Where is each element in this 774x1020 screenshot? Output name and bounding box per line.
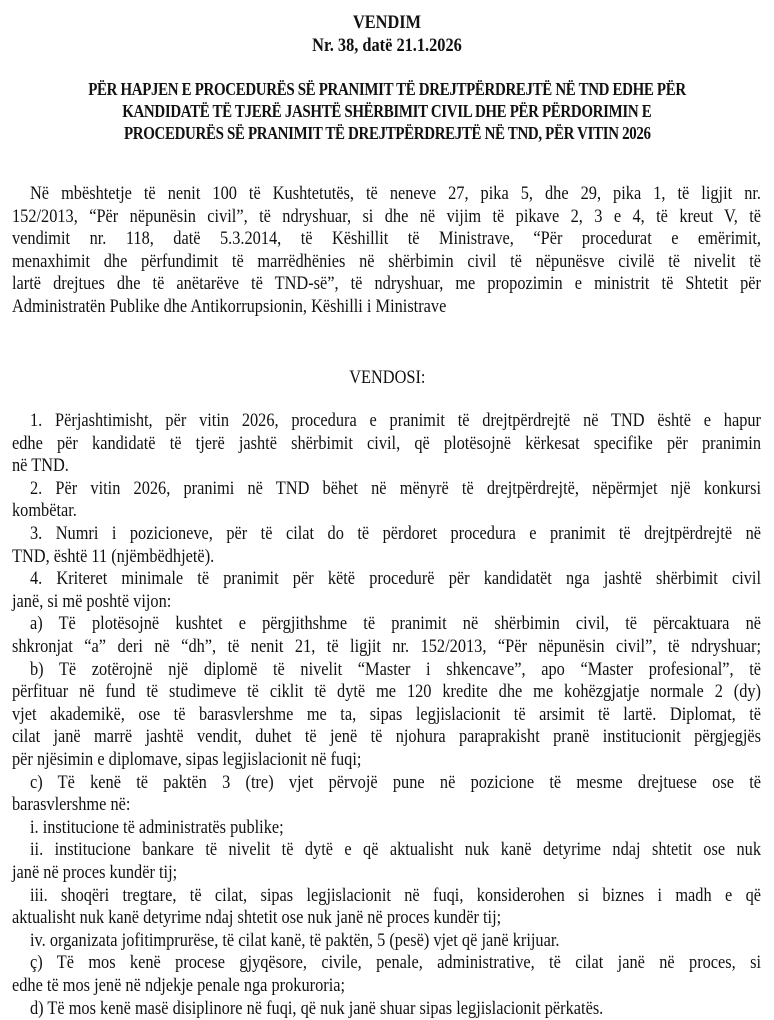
decision-line: 3. Numri i pozicioneve, për të cilat do të përdoret procedura e pranimit të drejtpërdrejtë në (30, 523, 761, 544)
preamble-line: lartë drejtues dhe të anëtarëve të TND-së”, të ndryshuar, me propozimin e ministrit të Shtetit për (12, 273, 761, 295)
preamble-line: vendimit nr. 118, datë 5.3.2014, të Këshillit të Ministrave, “Për procedurat e emërimit, (12, 228, 762, 250)
decision-line: kombëtar. (12, 500, 77, 522)
preamble-line: menaxhimit dhe përfundimit të marrëdhënies në shërbimin civil të nëpunësve civilë të nivelit të (12, 250, 761, 272)
decision-line: cilat janë marrë jashtë vendit, duhet të jenë të njohura paraprakisht pranë institucionit përgjegjës (12, 726, 762, 748)
decision-line: ii. institucione bankare të nivelit të dytë e që aktualisht nuk kanë detyrime ndaj shtetit ose nuk (30, 839, 761, 861)
preamble-line: Administratën Publike dhe Antikorrupsionin, Këshilli i Ministrave (12, 296, 447, 317)
decision-line: janë, si më poshtë vijon: (12, 590, 172, 612)
decision-line: a) Të plotësojnë kushtet e përgjithshme të pranimit në shërbimin civil, të përcaktuara në (30, 613, 761, 635)
decision-line: TND, është 11 (njëmbëdhjetë). (12, 545, 215, 567)
decision-line: 1. Përjashtimisht, për vitin 2026, procedura e pranimit të drejtpërdrejtë në TND është e hapur (30, 410, 761, 431)
decision-line: aktualisht nuk kanë detyrime ndaj shtetit ose nuk janë në proces kundër tij; (12, 907, 502, 929)
decision-points (12, 410, 761, 1020)
subject-line-2: KANDIDATË TË TJERË JASHTË SHËRBIMIT CIVIL DHE PËR PËRDORIMIN E (122, 101, 652, 121)
document-heading: VENDIM (352, 12, 422, 33)
decision-line: vjet akademikë, ose të barasvlershme me ta, sipas legjislacionit të arsimit të lartë. Diplomat, të (12, 703, 762, 725)
decision-line: 2. Për vitin 2026, pranimi në TND bëhet në mënyrë të drejtpërdrejtë, nëpërmjet një konkursi (30, 477, 761, 499)
decision-line: përfituar në fund të studimeve të ciklit të dytë me 120 kredite dhe me kohëzgjatje normale 2 (dy) (12, 681, 761, 703)
decision-line: edhe për kandidatë të tjerë jashtë shërbimit civil, që plotësojnë kërkesat specifike për pranimin (12, 432, 761, 454)
decision-line: c) Të kenë të paktën 3 (tre) vjet përvojë pune në pozicione të mesme drejtuese ose të (30, 771, 761, 793)
decision-line: i. institucione të administratës publike; (30, 816, 284, 838)
preamble-line: Në mbështetje të nenit 100 të Kushtetutës, të neneve 27, pika 5, dhe 29, pika 1, të ligjit nr. (30, 183, 761, 204)
subject-line-3: PROCEDURËS SË PRANIMIT TË DREJTPËRDREJTË NË TND, PËR VITIN 2026 (123, 123, 651, 143)
decision-line: në TND. (12, 455, 69, 477)
decision-line: iii. shoqëri tregtare, të cilat, sipas legjislacionit në fuqi, konsiderohen si biznes i madh e që (30, 884, 761, 906)
decision-line: iv. organizata jofitimprurëse, të cilat kanë, të paktën, 5 (pesë) vjet që janë krijuar. (30, 929, 560, 951)
document-number-date: Nr. 38, datë 21.1.2026 (312, 35, 462, 56)
decision-line: janë në proces kundër tij; (12, 862, 178, 883)
decision-line: ç) Të mos kenë procese gjyqësore, civile, penale, administrative, të cilat janë në proces, si (30, 952, 761, 974)
decision-line: për njësimin e diplomave, sipas legjislacionit në fuqi; (12, 749, 362, 770)
decision-line: shkronjat “a” deri në “dh”, të nenit 21, të ligjit nr. 152/2013, “Për nëpunësin civil”, të ndryshuar; (12, 636, 761, 657)
subject-line-1: PËR HAPJEN E PROCEDURËS SË PRANIMIT TË DREJTPËRDREJTË NË TND EDHE PËR (88, 79, 686, 99)
decision-line: edhe të mos jenë në ndjekje penale nga prokuroria; (12, 975, 346, 996)
decision-heading: VENDOSI: (348, 367, 426, 388)
preamble-line: 152/2013, “Për nëpunësin civil”, të ndryshuar, si dhe në vijim të pikave 2, 3 e 4, të kreut V, të (12, 205, 761, 227)
preamble-paragraph (12, 183, 761, 319)
decision-line: d) Të mos kenë masë disiplinore në fuqi, që nuk janë shuar sipas legjislacionit përkatës. (30, 997, 604, 1019)
decision-line: b) Të zotërojnë një diplomë të nivelit “Master i shkencave”, apo “Master profesional”, të (30, 658, 761, 680)
decision-line: barasvlershme në: (12, 794, 131, 816)
decision-line: 4. Kriteret minimale të pranimit për këtë procedurë për kandidatët nga jashtë shërbimit civil (30, 568, 761, 590)
